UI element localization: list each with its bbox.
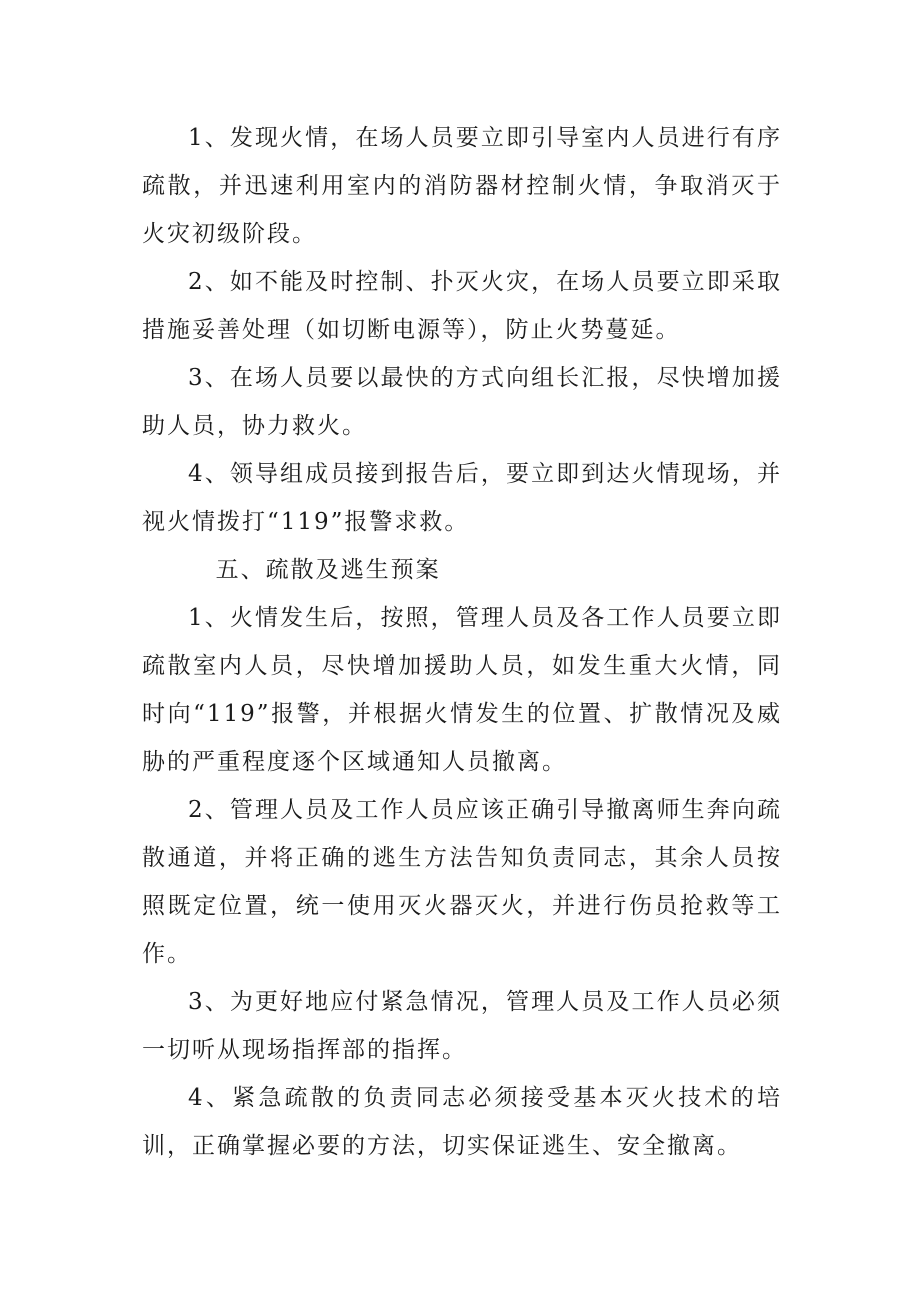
section-heading-evacuation: 五、疏散及逃生预案 — [215, 557, 441, 583]
paragraph-evacuation-2: 2、管理人员及工作人员应该正确引导撤离师生奔向疏散通道，并将正确的逃生方法告知负责同志，其余人员按照既定位置，统一使用灭火器灭火，并进行伤员抢救等工作。 — [142, 797, 782, 967]
paragraph-evacuation-4: 4、紧急疏散的负责同志必须接受基本灭火技术的培训，正确掌握必要的方法，切实保证逃生、安全撤离。 — [142, 1085, 782, 1159]
paragraph-report-leader: 3、在场人员要以最快的方式向组长汇报，尽快增加援助人员，协力救火。 — [142, 365, 782, 439]
paragraph-call-119: 4、领导组成员接到报告后，要立即到达火情现场，并视火情拨打“119”报警求救。 — [142, 461, 782, 535]
paragraph-evacuation-3: 3、为更好地应付紧急情况，管理人员及工作人员必须一切听从现场指挥部的指挥。 — [142, 989, 782, 1063]
document-body — [142, 114, 782, 1170]
paragraph-fire-discovery: 1、发现火情，在场人员要立即引导室内人员进行有序疏散，并迅速利用室内的消防器材控制火情，争取消灭于火灾初级阶段。 — [142, 125, 782, 247]
paragraph-fire-control: 2、如不能及时控制、扑灭火灾，在场人员要立即采取措施妥善处理（如切断电源等），防止火势蔓延。 — [142, 269, 782, 343]
paragraph-evacuation-1: 1、火情发生后，按照，管理人员及各工作人员要立即疏散室内人员，尽快增加援助人员，如发生重大火情，同时向“119”报警，并根据火情发生的位置、扩散情况及威胁的严重程度逐个区域通知人员撤离。 — [142, 605, 782, 775]
